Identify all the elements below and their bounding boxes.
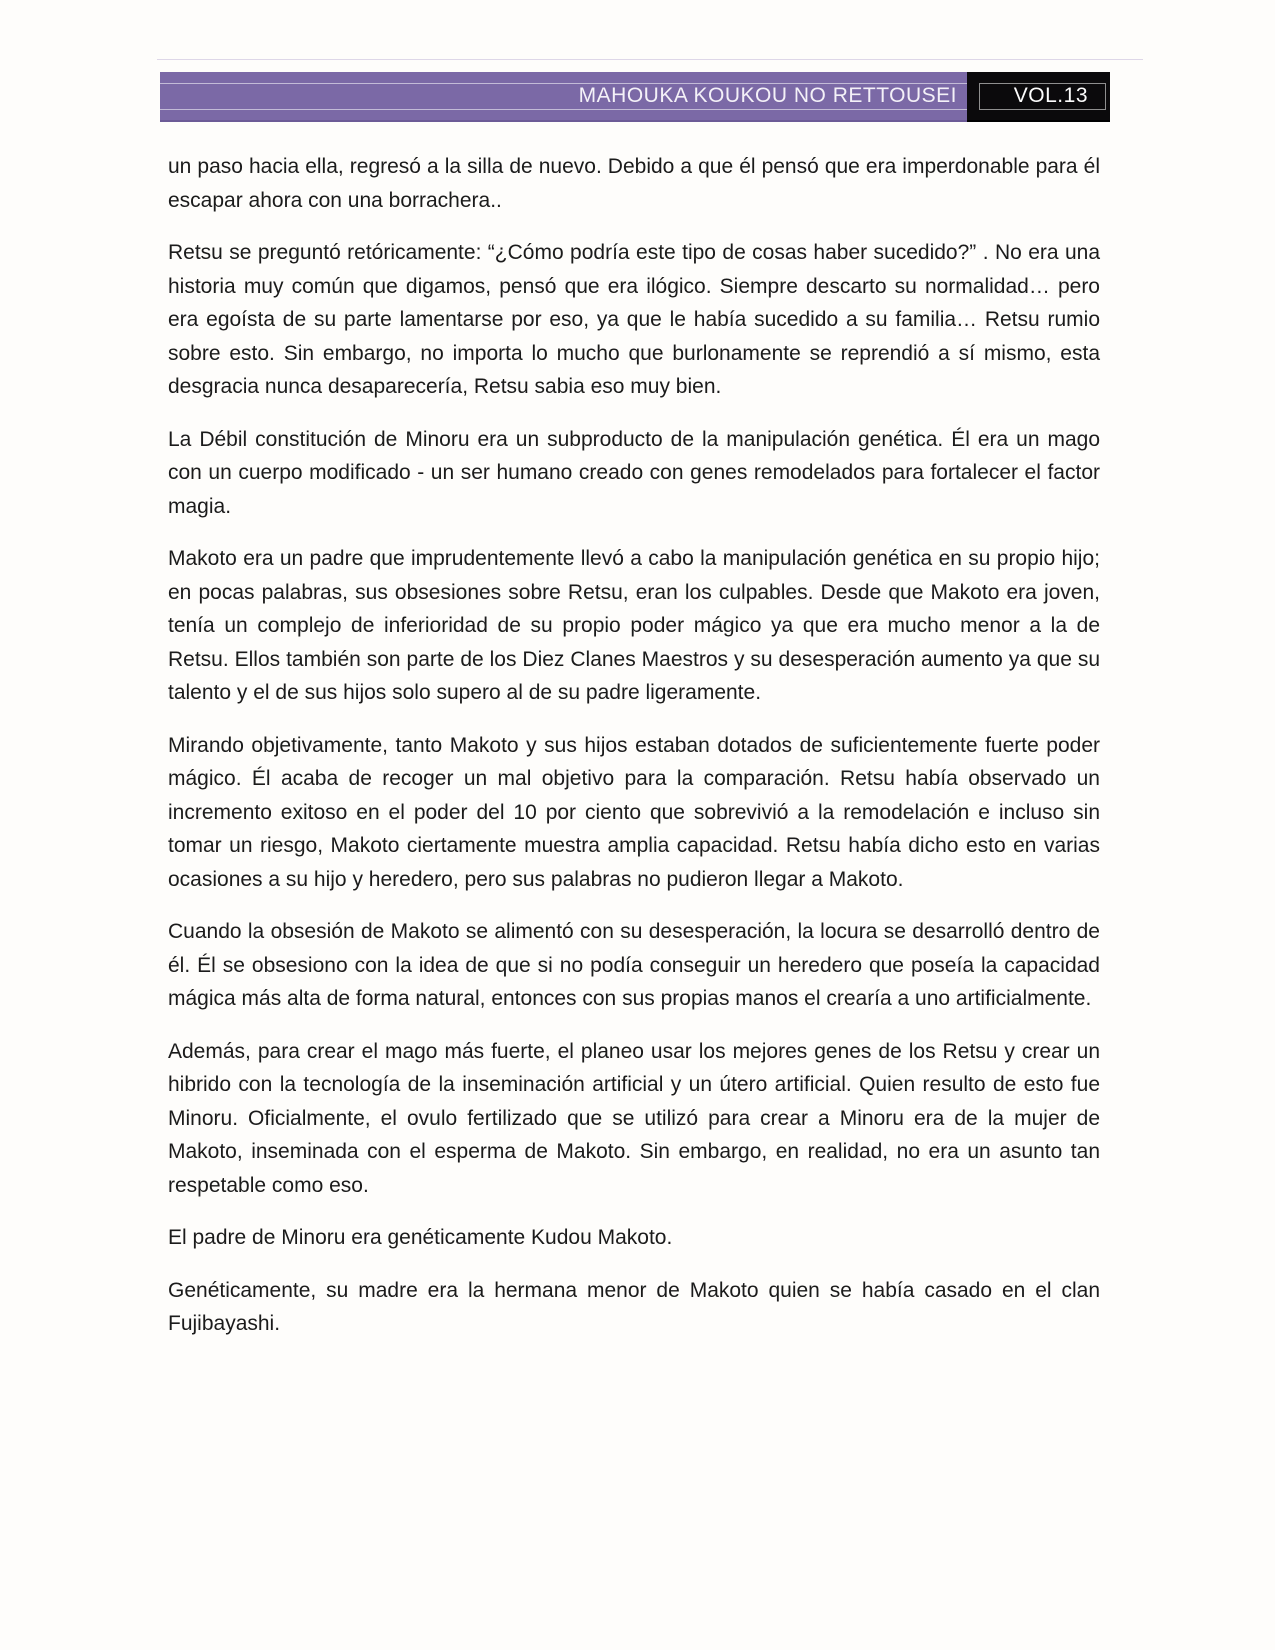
- paragraph: un paso hacia ella, regresó a la silla de nuevo. Debido a que él pensó que era imperdonable para él escapar ahora con una borrachera..: [168, 155, 1100, 212]
- paragraph: Retsu se preguntó retóricamente: “¿Cómo podría este tipo de cosas haber sucedido?” . No era una historia muy común que digamos, pensó que era ilógico. Siempre descarto su normalidad… pero era egoísta de su parte lamentarse por eso, ya que le había sucedido a su familia… Retsu rumio sobre esto. Sin embargo, no importa lo mucho que burlonamente se reprendió a sí mismo, esta desgracia nunca desaparecería, Retsu sabia eso muy bien.: [168, 241, 1100, 398]
- paragraph: Además, para crear el mago más fuerte, el planeo usar los mejores genes de los Retsu y crear un hibrido con la tecnología de la inseminación artificial y un útero artificial. Quien resulto de esto fue Minoru. Oficialmente, el ovulo fertilizado que se utilizó para crear a Minoru era de la mujer de Makoto, inseminada con el esperma de Makoto. Sin embargo, en realidad, no era un asunto tan respetable como eso.: [168, 1039, 1100, 1197]
- paragraph: Cuando la obsesión de Makoto se alimentó con su desesperación, la locura se desarrolló dentro de él. Él se obsesiono con la idea de que si no podía conseguir un heredero que poseía la capacidad mágica más alta de forma natural, entonces con sus propias manos el crearía a uno artificialmente.: [168, 920, 1100, 1010]
- paragraph: Genéticamente, su madre era la hermana menor de Makoto quien se había casado en el clan Fujibayashi.: [168, 1278, 1100, 1335]
- page-body: [168, 150, 1100, 1360]
- header-bar: [160, 72, 1110, 122]
- paragraph: La Débil constitución de Minoru era un subproducto de la manipulación genética. Él era un mago con un cuerpo modificado - un ser humano creado con genes remodelados para fortalecer el factor magia.: [168, 427, 1100, 518]
- volume-badge: [967, 72, 1110, 122]
- page-header-title: MAHOUKA KOUKOU NO RETTOUSEI: [578, 84, 957, 107]
- paragraph: Mirando objetivamente, tanto Makoto y sus hijos estaban dotados de suficientemente fuerte poder mágico. Él acaba de recoger un mal objetivo para la comparación. Retsu había observado un incremento exitoso en el poder del 10 por ciento que sobrevivió a la remodelación e incluso sin tomar un riesgo, Makoto ciertamente muestra amplia capacidad. Retsu había dicho esto en varias ocasiones a su hijo y heredero, pero sus palabras no pudieron llegar a Makoto.: [168, 733, 1100, 891]
- volume-label: VOL.13: [1013, 84, 1088, 107]
- paragraph: Makoto era un padre que imprudentemente llevó a cabo la manipulación genética en su propio hijo; en pocas palabras, sus obsesiones sobre Retsu, eran los culpables. Desde que Makoto era joven, tenía un complejo de inferioridad de su propio poder mágico ya que era mucho menor a la de Retsu. Ellos también son parte de los Diez Clanes Maestros y su desesperación aumento ya que su talento y el de sus hijos solo supero al de su padre ligeramente.: [168, 547, 1100, 704]
- header-title-band: [160, 72, 967, 122]
- paragraph: El padre de Minoru era genéticamente Kudou Makoto.: [168, 1226, 673, 1249]
- header-divider: [157, 59, 1143, 60]
